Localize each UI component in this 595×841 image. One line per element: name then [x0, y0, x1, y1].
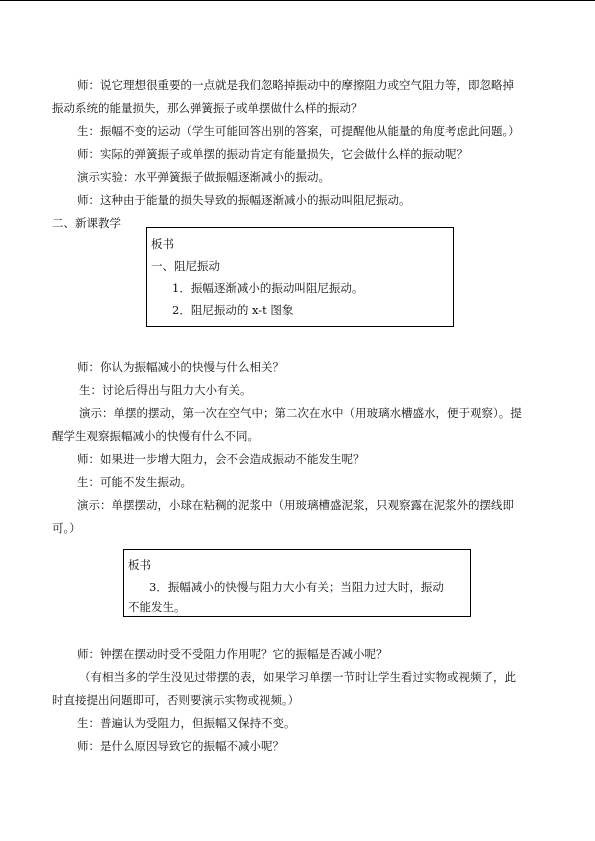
- section-heading-new-lesson: 二、新课教学: [52, 216, 121, 230]
- blackboard-title: 板书: [151, 237, 174, 251]
- paragraph-student-no-vibration: 生：可能不发生振动。: [77, 475, 192, 489]
- paragraph-teacher-ideal-question: 师：说它理想很重要的一点就是我们忽略掉振动中的摩擦阻力或空气阻力等，即忽略掉: [77, 78, 514, 92]
- paragraph-demo-mud-cont: 可。）: [52, 521, 81, 535]
- blackboard-item-1: 1．振幅逐渐减小的振动叫阻尼振动。: [172, 281, 364, 295]
- paragraph-teacher-amplitude-question: 师：你认为振幅减小的快慢与什么相关？: [77, 360, 284, 374]
- page-top-rule: [0, 0, 595, 1]
- paragraph-student-answer: 生：振幅不变的运动（学生可能回答出别的答案，可提醒他从能量的角度考虑此问题。）: [77, 124, 520, 138]
- blackboard-item-3-cont: 不能发生。: [128, 600, 186, 614]
- blackboard-item-2: 2．阻尼振动的 x-t 图象: [172, 303, 294, 317]
- paragraph-demo-pendulum: 演示：单摆的摆动，第一次在空气中；第二次在水中（用玻璃水槽盛水，便于观察）。提: [79, 406, 522, 420]
- paragraph-student-constant-amplitude: 生：普遍认为受阻力，但振幅又保持不变。: [77, 716, 296, 730]
- blackboard-box-2: [123, 549, 471, 617]
- blackboard-box-1: [146, 227, 454, 327]
- blackboard-item-3: 3．振幅减小的快慢与阻力大小有关；当阻力过大时，振动: [149, 580, 444, 594]
- paragraph-teacher-real-damping: 师：实际的弹簧振子或单摆的振动肯定有能量损失，它会做什么样的振动呢？: [77, 147, 468, 161]
- paragraph-teacher-increase-resistance: 师：如果进一步增大阻力，会不会造成振动不能发生呢？: [77, 452, 365, 466]
- blackboard-title: 板书: [128, 558, 151, 572]
- paragraph-teacher-ideal-question-cont: 振动系统的能量损失，那么弹簧振子或单摆做什么样的振动？: [52, 101, 363, 115]
- paragraph-student-resistance: 生：讨论后得出与阻力大小有关。: [79, 383, 252, 397]
- paragraph-teacher-clock-pendulum: 师：钟摆在摆动时受不受阻力作用呢？它的振幅是否减小呢？: [77, 647, 388, 661]
- paragraph-note-clock: （有相当多的学生没见过带摆的表，如果学习单摆一节时让学生看过实物或视频了，此: [79, 670, 516, 684]
- paragraph-teacher-definition: 师：这种由于能量的损失导致的振幅逐渐减小的振动叫阻尼振动。: [77, 193, 411, 207]
- paragraph-note-clock-cont: 时直接提出问题即可，否则要演示实物或视频。）: [52, 693, 300, 707]
- blackboard-heading-damped-vibration: 一、阻尼振动: [151, 259, 220, 273]
- paragraph-teacher-why-not-decrease: 师：是什么原因导致它的振幅不减小呢？: [77, 739, 284, 753]
- paragraph-demo-spring: 演示实验：水平弹簧振子做振幅逐渐减小的振动。: [77, 170, 330, 184]
- paragraph-demo-mud: 演示：单摆摆动，小球在粘稠的泥浆中（用玻璃槽盛泥浆，只观察露在泥浆外的摆线即: [77, 498, 514, 512]
- paragraph-demo-pendulum-cont: 醒学生观察振幅减小的快慢有什么不同。: [52, 429, 259, 443]
